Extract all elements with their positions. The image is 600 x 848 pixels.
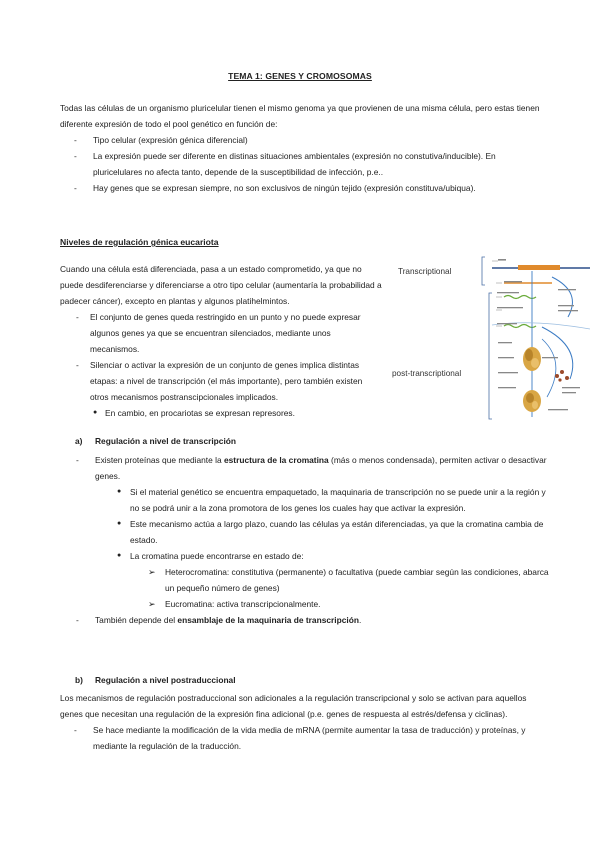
intro-list (60, 132, 540, 196)
bold-term: estructura de la cromatina (223, 455, 329, 465)
intro-item: - La expresión puede ser diferente en distinas situaciones ambientales (expresión no constutiva/inducible). En pluricelulares no afecta tanto, depende de la susceptibilidad de infección, p.e.. (60, 148, 540, 180)
mrna-cytoplasm (504, 325, 536, 328)
intro-block (60, 100, 540, 196)
chromatin-bullet: ● Si el material genético se encuentra empaquetado, la maquinaria de transcripción no se puede unir a la región y no se podrá unir a la zona promotora de los genes los cuales hay que activar la expresión. (60, 484, 550, 516)
figure-label-post-transcriptional: post-transcriptional (392, 369, 462, 378)
text-run: . (358, 615, 362, 625)
section-a-heading (75, 436, 236, 446)
protein-fragments-icon (555, 370, 569, 382)
levels-item: - Silenciar o activar la expresión de un conjunto de genes implica distintas etapas: a nivel de transcripción (el más importante), pero también existen otros mecanismos postranscipcionales implicados. (60, 357, 382, 405)
section-heading: Niveles de regulación génica eucariota (60, 237, 219, 247)
bold-term: ensamblaje de la maquinaria de transcripción (177, 615, 359, 625)
section-a-title: Regulación a nivel de transcripción (95, 436, 237, 446)
chromatin-state: ➢ Eucromatina: activa transcripcionalmente. (60, 596, 550, 612)
post-transcriptional-bracket (489, 293, 492, 419)
levels-sub-item: ● En cambio, en procariotas se expresan represores. (60, 405, 382, 421)
protein-modified-icon (523, 390, 541, 412)
section-a-list (60, 452, 550, 484)
chromatin-bullets (60, 484, 550, 564)
intro-paragraph: Todas las células de un organismo pluricelular tienen el mismo genoma ya que provienen de una misma célula, pero estas tienen diferente expresión de todo el pool genético en función de: (60, 103, 540, 129)
section-a-letter: a) (75, 436, 83, 446)
section-a-item (60, 452, 550, 484)
text-run: Existen proteínas que mediante la (95, 455, 224, 465)
section-b-letter: b) (75, 675, 83, 685)
levels-list (60, 309, 382, 405)
intro-item: - Hay genes que se expresan siempre, no son exclusivos de ningún tejido (expresión constituva/ubiqua). (60, 180, 540, 196)
text-run: (más o menos condensada), permiten activar o desactivar genes. (95, 455, 547, 481)
gene-region (518, 265, 560, 270)
chromatin-bullet: ● Este mecanismo actúa a largo plazo, cuando las células ya están diferenciadas, ya que la cromatina cambia de estado. (60, 516, 550, 548)
section-b-title: Regulación a nivel postraduccional (95, 675, 236, 685)
levels-paragraph: Cuando una célula está diferenciada, pasa a un estado comprometido, ya que no puede desdiferenciarse y diferenciarse a otro tipo celular (aumentaría la probabilidad a padecer cáncer), excepto en plantas y algunos platihelmintos. (60, 264, 382, 306)
chromatin-bullet: ● La cromatina puede encontrarse en estado de: (60, 548, 550, 564)
section-b-block (60, 690, 550, 754)
chromatin-states (60, 564, 550, 612)
section-b-paragraph: Los mecanismos de regulación postraduccional son adicionales a la regulación transcripcional y solo se activan para aquellos genes que necesitan una regulación de la expresión fina adicional (p.e. genes de respuesta al estrés/defensa y ciclinas). (60, 693, 527, 719)
section-b-heading (75, 675, 236, 685)
modification-arrow (542, 327, 573, 379)
levels-block (60, 261, 382, 421)
gene-regulation-figure (392, 247, 590, 425)
page-title: TEMA 1: GENES Y CROMOSOMAS (228, 71, 372, 81)
section-a-list-2 (60, 612, 550, 628)
transcriptional-bracket (482, 257, 485, 285)
protein-folded-icon (523, 347, 541, 371)
figure-label-transcriptional: Transcriptional (398, 267, 452, 276)
chromatin-state: ➢ Heterocromatina: constitutiva (permanente) o facultativa (puede cambiar según las condiciones, abarca un pequeño número de genes) (60, 564, 550, 596)
section-a-block (60, 452, 550, 628)
section-b-list (60, 722, 550, 754)
intro-item: - Tipo celular (expresión génica diferencial) (60, 132, 540, 148)
levels-item: - El conjunto de genes queda restringido en un punto y no puede expresar algunos genes ya que se encuentran silenciados, mediante unos mecanismos. (60, 309, 382, 357)
mrna-processed (504, 296, 536, 299)
figure-small-annotations (497, 259, 580, 410)
section-a-item (60, 612, 550, 628)
section-b-item: - Se hace mediante la modificación de la vida media de mRNA (permite aumentar la tasa de traducción) y proteínas, y mediante la regulación de la traducción. (60, 722, 550, 754)
text-run: También depende del (95, 615, 178, 625)
